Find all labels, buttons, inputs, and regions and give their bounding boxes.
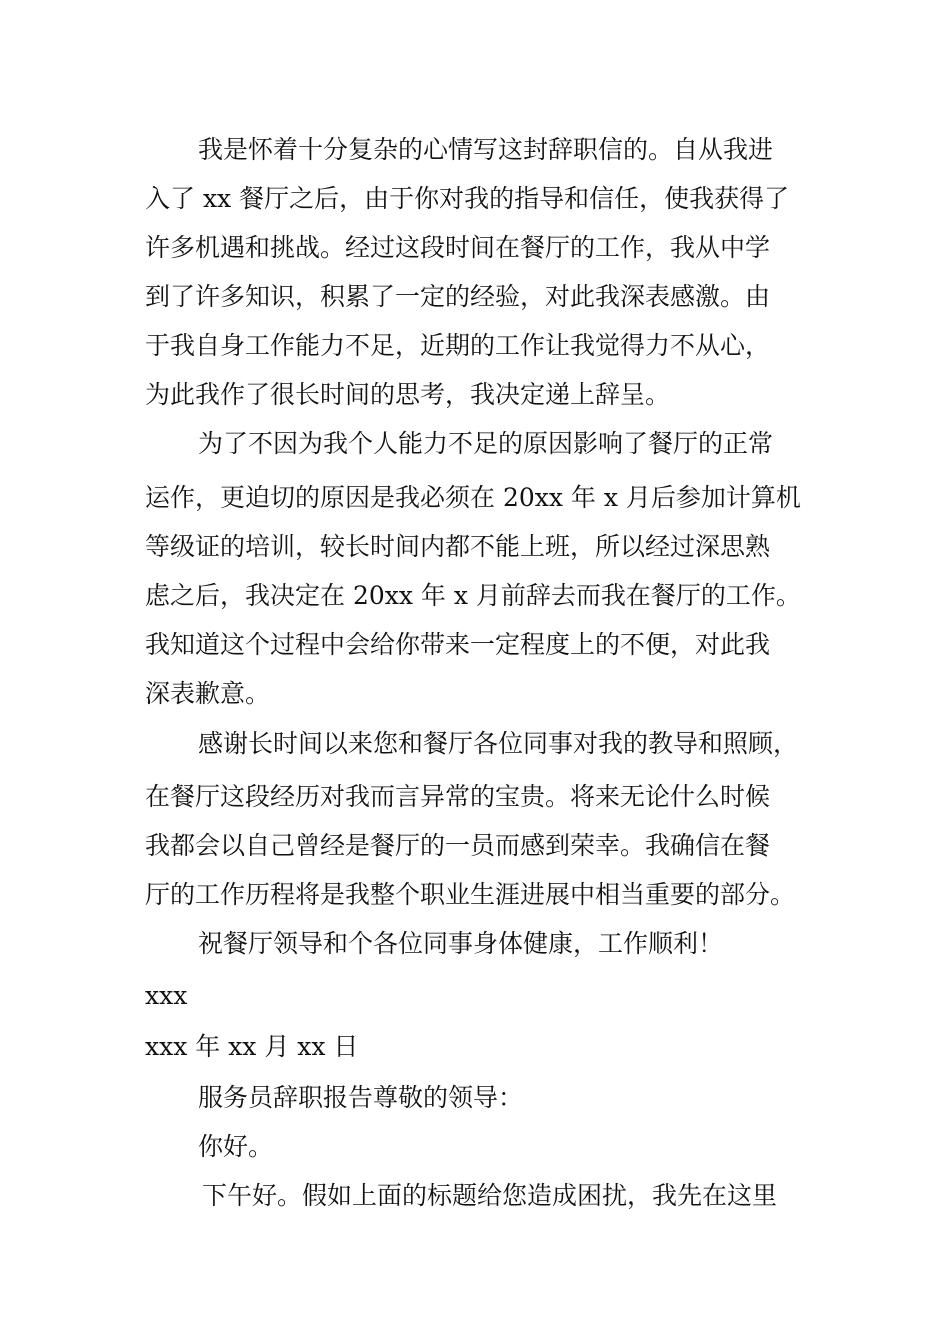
- paragraph-2-line-6: 深表歉意。: [145, 679, 271, 708]
- next-report-heading: 服务员辞职报告尊敬的领导：: [198, 1083, 524, 1112]
- paragraph-2-line-1: 为了不因为我个人能力不足的原因影响了餐厅的正常: [198, 429, 774, 458]
- paragraph-3-line-3: 我都会以自己曾经是餐厅的一员而感到荣幸。我确信在餐: [145, 831, 771, 860]
- next-report-first-line: 下午好。假如上面的标题给您造成困扰，我先在这里: [202, 1181, 778, 1210]
- paragraph-1-line-3: 许多机遇和挑战。经过这段时间在餐厅的工作，我从中学: [145, 233, 771, 262]
- paragraph-1-line-1: 我是怀着十分复杂的心情写这封辞职信的。自从我进: [198, 135, 774, 164]
- paragraph-1-line-2: 入了 xx 餐厅之后，由于你对我的指导和信任，使我获得了: [145, 184, 790, 213]
- paragraph-3-line-4: 厅的工作历程将是我整个职业生涯进展中相当重要的部分。: [145, 880, 796, 909]
- paragraph-2-line-3: 等级证的培训，较长时间内都不能上班，所以经过深思熟: [145, 532, 771, 561]
- signature-name: xxx: [145, 981, 188, 1010]
- paragraph-2-line-5: 我知道这个过程中会给你带来一定程度上的不便，对此我: [145, 630, 771, 659]
- signature-date: xxx 年 xx 月 xx 日: [145, 1032, 359, 1061]
- closing-wish: 祝餐厅领导和个各位同事身体健康，工作顺利！: [198, 929, 724, 958]
- paragraph-3-line-1: 感谢长时间以来您和餐厅各位同事对我的教导和照顾，: [198, 729, 799, 758]
- paragraph-3-line-2: 在餐厅这段经历对我而言异常的宝贵。将来无论什么时候: [145, 782, 771, 811]
- paragraph-1-line-5: 于我自身工作能力不足，近期的工作让我觉得力不从心，: [145, 331, 771, 360]
- greeting: 你好。: [198, 1132, 274, 1161]
- paragraph-2-line-2: 运作，更迫切的原因是我必须在 20xx 年 x 月后参加计算机: [145, 483, 801, 512]
- paragraph-2-line-4: 虑之后，我决定在 20xx 年 x 月前辞去而我在餐厅的工作。: [145, 581, 801, 610]
- paragraph-1-line-6: 为此我作了很长时间的思考，我决定递上辞呈。: [145, 380, 671, 409]
- paragraph-1-line-4: 到了许多知识，积累了一定的经验，对此我深表感激。由: [145, 282, 771, 311]
